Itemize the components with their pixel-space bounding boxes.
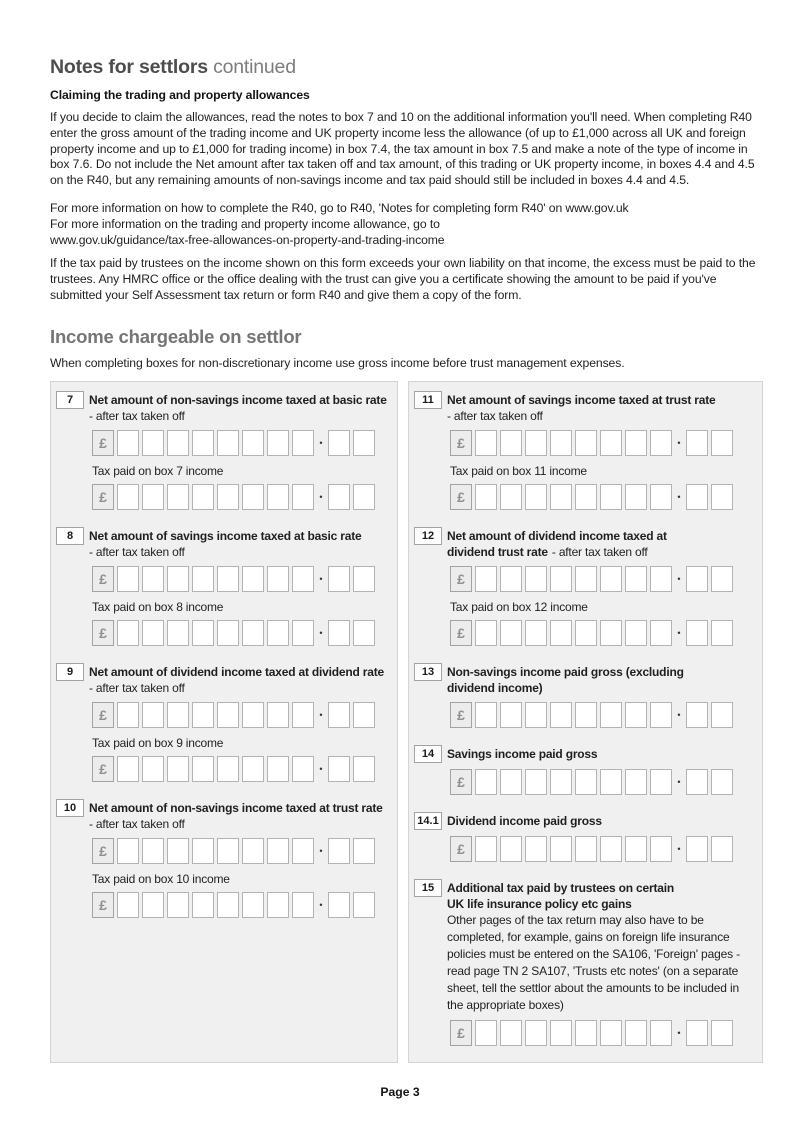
field-title: Net amount of dividend income taxed at xyxy=(447,528,667,543)
form-column-left xyxy=(50,381,398,1063)
box-8-amount-input[interactable] xyxy=(92,566,389,592)
amount-digit-cell[interactable] xyxy=(600,1020,622,1046)
box-number: 10 xyxy=(56,799,84,817)
amount-digit-cell[interactable] xyxy=(650,484,672,510)
amount-digit-cell[interactable] xyxy=(167,702,189,728)
amount-digit-cell[interactable] xyxy=(142,756,164,782)
amount-digit-cell[interactable] xyxy=(650,430,672,456)
amount-digit-cell[interactable] xyxy=(117,702,139,728)
amount-digit-cell[interactable] xyxy=(475,484,497,510)
decimal-point: • xyxy=(319,899,323,910)
pence-digit-cell[interactable] xyxy=(686,566,708,592)
amount-digit-cell[interactable] xyxy=(292,620,314,646)
amount-digit-cell[interactable] xyxy=(217,892,239,918)
amount-digit-cell[interactable] xyxy=(525,769,547,795)
amount-digit-cell[interactable] xyxy=(575,1020,597,1046)
amount-digit-cell[interactable] xyxy=(550,769,572,795)
decimal-point: • xyxy=(677,709,681,720)
amount-digit-cell[interactable] xyxy=(475,430,497,456)
box-15-amount-input[interactable] xyxy=(450,1020,754,1046)
box-number: 14 xyxy=(414,745,442,763)
field-description: Other pages of the tax return may also have to be completed, for example, gains on foreign life insurance policies must be entered on the SA106, 'Foreign' pages - read page TN 2 SA107, 'Trusts etc notes' (on a separate sheet, tell the settlor about the amounts to be included in the appropriate boxes) xyxy=(447,912,741,1012)
pence-digit-cell[interactable] xyxy=(328,620,350,646)
amount-digit-cell[interactable] xyxy=(600,836,622,862)
pound-symbol-cell: £ xyxy=(92,484,114,510)
field-title: Savings income paid gross xyxy=(447,746,598,761)
amount-digit-cell[interactable] xyxy=(600,702,622,728)
amount-digit-cell[interactable] xyxy=(600,430,622,456)
decimal-point: • xyxy=(677,776,681,787)
pence-digit-cell[interactable] xyxy=(686,484,708,510)
amount-digit-cell[interactable] xyxy=(575,430,597,456)
pence-digit-cell[interactable] xyxy=(328,756,350,782)
amount-digit-cell[interactable] xyxy=(650,620,672,646)
pound-symbol-cell: £ xyxy=(450,769,472,795)
tax-paid-label: Tax paid on box 12 income xyxy=(450,599,588,614)
amount-digit-cell[interactable] xyxy=(292,484,314,510)
box-number: 12 xyxy=(414,527,442,545)
amount-digit-cell[interactable] xyxy=(575,769,597,795)
field-title: Net amount of non-savings income taxed at basic rate xyxy=(89,392,387,407)
box-number: 14.1 xyxy=(414,812,442,830)
amount-digit-cell[interactable] xyxy=(650,566,672,592)
amount-digit-cell[interactable] xyxy=(242,756,264,782)
amount-digit-cell[interactable] xyxy=(475,1020,497,1046)
field-subtitle: - after tax taken off xyxy=(89,680,185,695)
amount-digit-cell[interactable] xyxy=(500,836,522,862)
amount-digit-cell[interactable] xyxy=(217,838,239,864)
amount-digit-cell[interactable] xyxy=(192,838,214,864)
amount-digit-cell[interactable] xyxy=(625,484,647,510)
pence-digit-cell[interactable] xyxy=(353,620,375,646)
amount-digit-cell[interactable] xyxy=(575,836,597,862)
field-box-14 xyxy=(414,745,754,795)
pence-digit-cell[interactable] xyxy=(686,836,708,862)
amount-digit-cell[interactable] xyxy=(242,566,264,592)
amount-digit-cell[interactable] xyxy=(475,620,497,646)
amount-digit-cell[interactable] xyxy=(117,620,139,646)
amount-digit-cell[interactable] xyxy=(142,892,164,918)
decimal-point: • xyxy=(677,1027,681,1038)
amount-digit-cell[interactable] xyxy=(625,702,647,728)
decimal-point: • xyxy=(319,573,323,584)
amount-digit-cell[interactable] xyxy=(625,620,647,646)
amount-digit-cell[interactable] xyxy=(167,484,189,510)
amount-digit-cell[interactable] xyxy=(192,892,214,918)
pence-digit-cell[interactable] xyxy=(353,892,375,918)
amount-digit-cell[interactable] xyxy=(267,430,289,456)
box-14-1-amount-input[interactable] xyxy=(450,836,754,862)
amount-digit-cell[interactable] xyxy=(625,836,647,862)
pound-symbol-cell: £ xyxy=(450,620,472,646)
amount-digit-cell[interactable] xyxy=(525,702,547,728)
amount-digit-cell[interactable] xyxy=(650,836,672,862)
amount-digit-cell[interactable] xyxy=(625,566,647,592)
amount-digit-cell[interactable] xyxy=(500,430,522,456)
field-box-10 xyxy=(56,799,389,918)
pound-symbol-cell: £ xyxy=(92,430,114,456)
amount-digit-cell[interactable] xyxy=(167,566,189,592)
box-9-amount-input[interactable] xyxy=(92,702,389,728)
box-number: 7 xyxy=(56,391,84,409)
amount-digit-cell[interactable] xyxy=(292,702,314,728)
amount-digit-cell[interactable] xyxy=(475,702,497,728)
pound-symbol-cell: £ xyxy=(450,702,472,728)
amount-digit-cell[interactable] xyxy=(625,1020,647,1046)
pence-digit-cell[interactable] xyxy=(686,620,708,646)
amount-digit-cell[interactable] xyxy=(242,484,264,510)
field-box-13 xyxy=(414,663,754,728)
amount-digit-cell[interactable] xyxy=(192,620,214,646)
pence-digit-cell[interactable] xyxy=(711,430,733,456)
amount-digit-cell[interactable] xyxy=(550,620,572,646)
box-14-amount-input[interactable] xyxy=(450,769,754,795)
field-title-line2: UK life insurance policy etc gains xyxy=(447,896,632,911)
amount-digit-cell[interactable] xyxy=(550,484,572,510)
pence-digit-cell[interactable] xyxy=(353,756,375,782)
amount-digit-cell[interactable] xyxy=(600,620,622,646)
amount-digit-cell[interactable] xyxy=(550,702,572,728)
amount-digit-cell[interactable] xyxy=(525,620,547,646)
amount-digit-cell[interactable] xyxy=(192,756,214,782)
amount-digit-cell[interactable] xyxy=(650,769,672,795)
amount-digit-cell[interactable] xyxy=(242,838,264,864)
pence-digit-cell[interactable] xyxy=(353,430,375,456)
box-11-amount-input[interactable] xyxy=(450,430,754,456)
amount-digit-cell[interactable] xyxy=(167,838,189,864)
amount-digit-cell[interactable] xyxy=(142,484,164,510)
amount-digit-cell[interactable] xyxy=(525,1020,547,1046)
amount-digit-cell[interactable] xyxy=(242,892,264,918)
amount-digit-cell[interactable] xyxy=(500,484,522,510)
decimal-point: • xyxy=(319,763,323,774)
amount-digit-cell[interactable] xyxy=(525,836,547,862)
page-title xyxy=(50,56,763,78)
amount-digit-cell[interactable] xyxy=(267,484,289,510)
amount-digit-cell[interactable] xyxy=(500,566,522,592)
amount-digit-cell[interactable] xyxy=(575,620,597,646)
amount-digit-cell[interactable] xyxy=(475,836,497,862)
pence-digit-cell[interactable] xyxy=(328,566,350,592)
pound-symbol-cell: £ xyxy=(450,566,472,592)
pence-digit-cell[interactable] xyxy=(353,838,375,864)
tax-paid-label: Tax paid on box 7 income xyxy=(92,463,224,478)
amount-digit-cell[interactable] xyxy=(267,756,289,782)
pence-digit-cell[interactable] xyxy=(328,702,350,728)
box-10-amount-input[interactable] xyxy=(92,838,389,864)
pence-digit-cell[interactable] xyxy=(686,702,708,728)
page-title-main: Notes for settlors xyxy=(50,56,208,78)
pence-digit-cell[interactable] xyxy=(711,566,733,592)
tax-paid-label: Tax paid on box 8 income xyxy=(92,599,224,614)
decimal-point: • xyxy=(677,491,681,502)
field-subtitle: - after tax taken off xyxy=(89,816,185,831)
field-box-9 xyxy=(56,663,389,782)
box-8-tax-input[interactable] xyxy=(92,620,389,646)
pence-digit-cell[interactable] xyxy=(711,769,733,795)
amount-digit-cell[interactable] xyxy=(142,620,164,646)
decimal-point: • xyxy=(319,845,323,856)
amount-digit-cell[interactable] xyxy=(575,702,597,728)
pound-symbol-cell: £ xyxy=(92,892,114,918)
box-10-tax-input[interactable] xyxy=(92,892,389,918)
field-box-7 xyxy=(56,391,389,510)
amount-digit-cell[interactable] xyxy=(267,566,289,592)
field-title: Net amount of non-savings income taxed at trust rate xyxy=(89,800,383,815)
box-12-tax-input[interactable] xyxy=(450,620,754,646)
pound-symbol-cell: £ xyxy=(450,836,472,862)
field-subtitle: - after tax taken off xyxy=(447,408,543,423)
claiming-allowances-subheading: Claiming the trading and property allowances xyxy=(50,88,310,102)
amount-digit-cell[interactable] xyxy=(292,838,314,864)
field-subtitle: - after tax taken off xyxy=(89,408,185,423)
amount-digit-cell[interactable] xyxy=(242,620,264,646)
amount-digit-cell[interactable] xyxy=(117,484,139,510)
field-title-line2: dividend trust rate xyxy=(447,544,548,559)
amount-digit-cell[interactable] xyxy=(267,620,289,646)
box-12-amount-input[interactable] xyxy=(450,566,754,592)
amount-digit-cell[interactable] xyxy=(475,566,497,592)
pound-symbol-cell: £ xyxy=(450,430,472,456)
box-number: 15 xyxy=(414,879,442,897)
income-form xyxy=(50,381,763,1063)
amount-digit-cell[interactable] xyxy=(600,484,622,510)
field-box-15 xyxy=(414,879,754,1046)
field-box-14-1 xyxy=(414,812,754,862)
pence-digit-cell[interactable] xyxy=(328,838,350,864)
amount-digit-cell[interactable] xyxy=(550,1020,572,1046)
amount-digit-cell[interactable] xyxy=(650,702,672,728)
field-title: Non-savings income paid gross (excluding xyxy=(447,664,684,679)
decimal-point: • xyxy=(319,491,323,502)
box-number: 13 xyxy=(414,663,442,681)
pence-digit-cell[interactable] xyxy=(711,836,733,862)
box-13-amount-input[interactable] xyxy=(450,702,754,728)
amount-digit-cell[interactable] xyxy=(142,430,164,456)
amount-digit-cell[interactable] xyxy=(500,769,522,795)
box-number: 8 xyxy=(56,527,84,545)
r40-info-line: For more information on how to complete the R40, go to R40, 'Notes for completing form R40' on www.gov.uk xyxy=(50,200,629,215)
amount-digit-cell[interactable] xyxy=(217,620,239,646)
decimal-point: • xyxy=(319,437,323,448)
box-7-tax-input[interactable] xyxy=(92,484,389,510)
pound-symbol-cell: £ xyxy=(450,1020,472,1046)
pence-digit-cell[interactable] xyxy=(328,430,350,456)
pence-digit-cell[interactable] xyxy=(711,620,733,646)
box-number: 9 xyxy=(56,663,84,681)
box-9-tax-input[interactable] xyxy=(92,756,389,782)
decimal-point: • xyxy=(677,437,681,448)
amount-digit-cell[interactable] xyxy=(217,484,239,510)
pence-digit-cell[interactable] xyxy=(353,702,375,728)
field-subtitle: - after tax taken off xyxy=(89,544,185,559)
pence-digit-cell[interactable] xyxy=(711,702,733,728)
field-subtitle: - after tax taken off xyxy=(551,544,648,559)
amount-digit-cell[interactable] xyxy=(292,892,314,918)
decimal-point: • xyxy=(677,573,681,584)
amount-digit-cell[interactable] xyxy=(525,484,547,510)
guidance-url: www.gov.uk/guidance/tax-free-allowances-on-property-and-trading-income xyxy=(50,232,445,247)
amount-digit-cell[interactable] xyxy=(292,756,314,782)
amount-digit-cell[interactable] xyxy=(217,756,239,782)
pence-digit-cell[interactable] xyxy=(686,769,708,795)
amount-digit-cell[interactable] xyxy=(650,1020,672,1046)
pound-symbol-cell: £ xyxy=(92,620,114,646)
amount-digit-cell[interactable] xyxy=(242,430,264,456)
amount-digit-cell[interactable] xyxy=(117,838,139,864)
pound-symbol-cell: £ xyxy=(92,566,114,592)
amount-digit-cell[interactable] xyxy=(600,566,622,592)
section-intro: When completing boxes for non-discretionary income use gross income before trust management expenses. xyxy=(50,355,625,370)
amount-digit-cell[interactable] xyxy=(117,756,139,782)
amount-digit-cell[interactable] xyxy=(500,620,522,646)
amount-digit-cell[interactable] xyxy=(117,430,139,456)
pence-digit-cell[interactable] xyxy=(353,566,375,592)
decimal-point: • xyxy=(319,709,323,720)
pence-digit-cell[interactable] xyxy=(711,1020,733,1046)
amount-digit-cell[interactable] xyxy=(192,566,214,592)
amount-digit-cell[interactable] xyxy=(192,484,214,510)
amount-digit-cell[interactable] xyxy=(292,566,314,592)
field-title: Net amount of savings income taxed at basic rate xyxy=(89,528,362,543)
field-title: Additional tax paid by trustees on certain xyxy=(447,880,674,895)
amount-digit-cell[interactable] xyxy=(142,838,164,864)
decimal-point: • xyxy=(677,843,681,854)
amount-digit-cell[interactable] xyxy=(625,769,647,795)
amount-digit-cell[interactable] xyxy=(625,430,647,456)
amount-digit-cell[interactable] xyxy=(192,430,214,456)
amount-digit-cell[interactable] xyxy=(575,566,597,592)
more-information-paragraph xyxy=(50,201,760,248)
amount-digit-cell[interactable] xyxy=(267,838,289,864)
field-box-8 xyxy=(56,527,389,646)
amount-digit-cell[interactable] xyxy=(167,620,189,646)
amount-digit-cell[interactable] xyxy=(475,769,497,795)
field-title: Net amount of savings income taxed at trust rate xyxy=(447,392,716,407)
amount-digit-cell[interactable] xyxy=(217,702,239,728)
page-title-continued: continued xyxy=(213,56,296,78)
amount-digit-cell[interactable] xyxy=(117,566,139,592)
amount-digit-cell[interactable] xyxy=(167,430,189,456)
box-11-tax-input[interactable] xyxy=(450,484,754,510)
pence-digit-cell[interactable] xyxy=(328,484,350,510)
field-title: Dividend income paid gross xyxy=(447,813,602,828)
amount-digit-cell[interactable] xyxy=(217,566,239,592)
page-number: Page 3 xyxy=(380,1084,420,1099)
amount-digit-cell[interactable] xyxy=(142,566,164,592)
amount-digit-cell[interactable] xyxy=(242,702,264,728)
decimal-point: • xyxy=(677,627,681,638)
amount-digit-cell[interactable] xyxy=(142,702,164,728)
amount-digit-cell[interactable] xyxy=(600,769,622,795)
trustees-excess-paragraph: If the tax paid by trustees on the income shown on this form exceeds your own liability on that income, the excess must be paid to the trustees. Any HMRC office or the office dealing with the trust can give you a certificate showing the amount to be paid if you've submitted your Self Assessment tax return or form R40 and give them a copy of the form. xyxy=(50,256,756,302)
field-box-12 xyxy=(414,527,754,646)
amount-digit-cell[interactable] xyxy=(525,430,547,456)
box-7-amount-input[interactable] xyxy=(92,430,389,456)
tax-paid-label: Tax paid on box 11 income xyxy=(450,463,587,478)
pence-digit-cell[interactable] xyxy=(353,484,375,510)
allowance-info-line: For more information on the trading and property income allowance, go to xyxy=(50,216,440,231)
tax-paid-label: Tax paid on box 9 income xyxy=(92,735,224,750)
amount-digit-cell[interactable] xyxy=(217,430,239,456)
pence-digit-cell[interactable] xyxy=(686,1020,708,1046)
pence-digit-cell[interactable] xyxy=(711,484,733,510)
amount-digit-cell[interactable] xyxy=(267,702,289,728)
amount-digit-cell[interactable] xyxy=(550,430,572,456)
field-title: Net amount of dividend income taxed at dividend rate xyxy=(89,664,384,679)
amount-digit-cell[interactable] xyxy=(292,430,314,456)
pound-symbol-cell: £ xyxy=(92,756,114,782)
pence-digit-cell[interactable] xyxy=(686,430,708,456)
form-column-right xyxy=(408,381,763,1063)
amount-digit-cell[interactable] xyxy=(550,836,572,862)
decimal-point: • xyxy=(319,627,323,638)
pence-digit-cell[interactable] xyxy=(328,892,350,918)
amount-digit-cell[interactable] xyxy=(550,566,572,592)
amount-digit-cell[interactable] xyxy=(500,1020,522,1046)
pound-symbol-cell: £ xyxy=(450,484,472,510)
allowances-paragraph: If you decide to claim the allowances, read the notes to box 7 and 10 on the additional information you'll need. When completing R40 enter the gross amount of the trading income and UK property income less the allowance (of up to £1,000 across all UK and foreign property income and up to £1,000 for trading income) in box 7.4, the tax amount in box 7.5 and make a note of the type of income in box 7.6. Do not include the Net amount after tax taken off and tax amount, of this trading or UK property income, in boxes 4.4 and 4.5 on the R40, but any remaining amounts of non-savings income and tax paid should still be included in boxes 4.4 and 4.5. xyxy=(50,110,755,188)
amount-digit-cell[interactable] xyxy=(525,566,547,592)
amount-digit-cell[interactable] xyxy=(267,892,289,918)
amount-digit-cell[interactable] xyxy=(575,484,597,510)
pound-symbol-cell: £ xyxy=(92,702,114,728)
field-title-line2: dividend income) xyxy=(447,680,543,695)
pound-symbol-cell: £ xyxy=(92,838,114,864)
amount-digit-cell[interactable] xyxy=(117,892,139,918)
tax-paid-label: Tax paid on box 10 income xyxy=(92,871,230,886)
section-heading: Income chargeable on settlor xyxy=(50,325,302,347)
amount-digit-cell[interactable] xyxy=(167,892,189,918)
amount-digit-cell[interactable] xyxy=(167,756,189,782)
amount-digit-cell[interactable] xyxy=(192,702,214,728)
amount-digit-cell[interactable] xyxy=(500,702,522,728)
field-box-11 xyxy=(414,391,754,510)
box-number: 11 xyxy=(414,391,442,409)
